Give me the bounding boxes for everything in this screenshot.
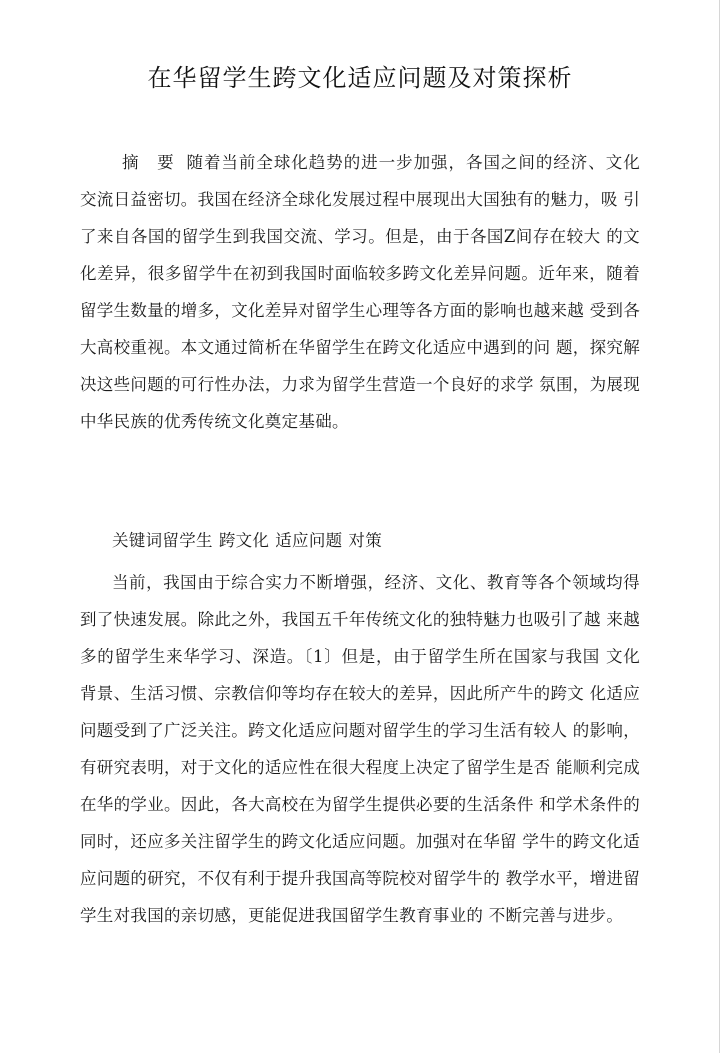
- keyword-item: 留学生: [162, 531, 213, 550]
- body-section: [80, 564, 640, 934]
- document-title: 在华留学生跨文化适应问题及对策探析: [147, 64, 573, 92]
- abstract-text: 随着当前全球化趋势的进一步加强，各国之间的经济、文化 交流日益密切。我国在经济全球化发展过程中展现出大国独有的魅力，吸 引了来自各国的留学生到我国交流、学习。但是，由于各国Z间存在较大 的文化差异，很多留学牛在初到我国时面临较多跨文化差异问题。近年来，随着留学生数量的增多，文化差异对留学生心理等各方面的影响也越来越 受到各大高校重视。本文通过简析在华留学生在跨文化适应中遇到的问 题，探究解决这些问题的可行性办法，力求为留学生营造一个良好的求学 氛围，为展现中华民族的优秀传统文化奠定基础。: [80, 153, 641, 431]
- body-paragraph: 当前，我国由于综合实力不断增强，经济、文化、教育等各个领域均得到了快速发展。除此之外，我国五千年传统文化的独特魅力也吸引了越 来越多的留学生来华学习、深造。〔1〕但是，由于留学生所在国家与我国 文化背景、生活习惯、宗教信仰等均存在较大的差异，因此所产牛的跨文 化适应问题受到了广泛关注。跨文化适应问题对留学生的学习生活有较人 的影响，有研究表明，对于文化的适应性在很大程度上决定了留学生是否 能顺利完成在华的学业。因此，各大高校在为留学生提供必要的生活条件 和学术条件的同时，还应多关注留学生的跨文化适应问题。加强对在华留 学牛的跨文化适应问题的研究，不仅有利于提升我国高等院校对留学牛的 教学水平，增进留学生对我国的亲切感，更能促进我国留学生教育事业的 不断完善与进步。: [80, 573, 640, 925]
- keywords-section: [80, 522, 640, 559]
- keyword-item: 对策: [348, 531, 383, 550]
- keywords-label: 关键词: [112, 531, 163, 550]
- keyword-item: 适应问题: [275, 531, 343, 550]
- keywords-line: [80, 522, 640, 559]
- keyword-item: 跨文化: [218, 531, 270, 550]
- abstract-label: 摘 要: [122, 153, 181, 172]
- abstract-paragraph: [80, 144, 640, 440]
- abstract-section: [80, 144, 640, 440]
